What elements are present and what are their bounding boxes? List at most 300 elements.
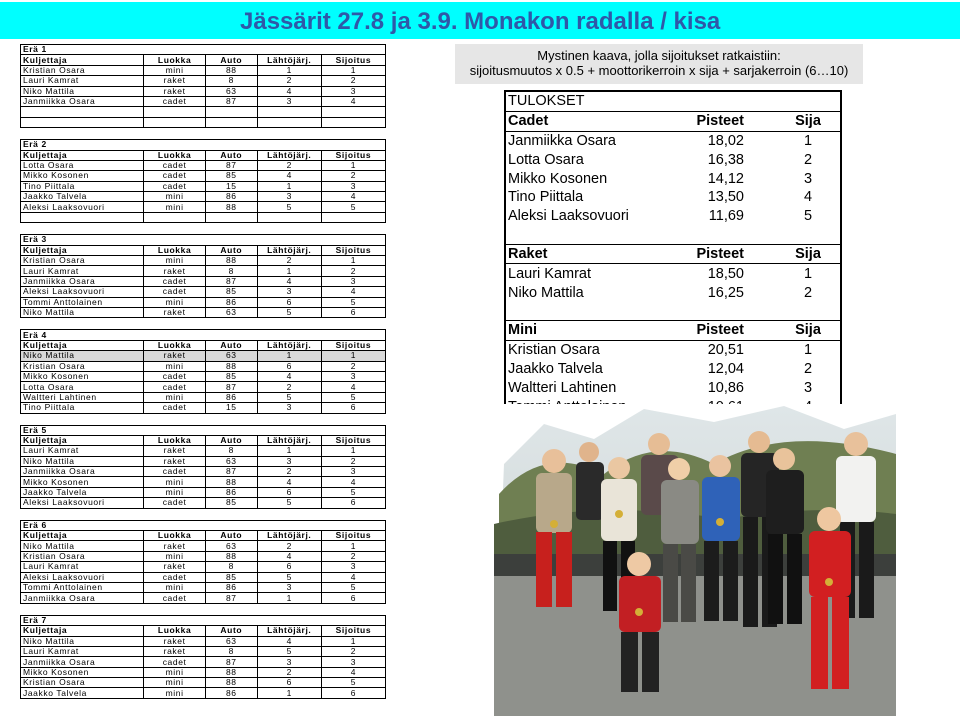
heat-cell: 2 — [257, 160, 321, 170]
results-spacer-cell — [776, 226, 840, 245]
heat-row — [21, 541, 386, 551]
heat-header-cell: Lähtöjärj. — [257, 435, 321, 445]
driver-points: 14,12 — [707, 170, 744, 187]
heat-empty-cell — [21, 117, 144, 127]
heat-cell: 63 — [205, 351, 257, 361]
heat-cell: mini — [144, 297, 206, 307]
heat-row — [21, 678, 386, 688]
heat-cell: Jaakko Talvela — [21, 487, 144, 497]
heat-cell: 3 — [257, 192, 321, 202]
heat-header-row — [21, 340, 386, 350]
heat-empty-cell — [21, 212, 144, 222]
heat-cell: Kristian Osara — [21, 256, 144, 266]
heat-cell: mini — [144, 361, 206, 371]
heat-title: Erä 4 — [21, 330, 386, 340]
results-category-row — [506, 111, 840, 131]
results-table — [504, 90, 842, 418]
heat-cell: 6 — [257, 487, 321, 497]
heat-cell: 88 — [205, 65, 257, 75]
heat-cell: 3 — [321, 181, 385, 191]
heat-cell: 87 — [205, 160, 257, 170]
heat-header-cell: Luokka — [144, 531, 206, 541]
heat-cell: 6 — [321, 688, 385, 698]
heat-cell: 3 — [257, 96, 321, 106]
heat-cell: 1 — [257, 266, 321, 276]
heat-row — [21, 467, 386, 477]
results-row — [506, 264, 840, 283]
heat-header-cell: Auto — [205, 55, 257, 65]
heat-title-row — [21, 425, 386, 435]
heat-table — [20, 44, 386, 128]
heat-row — [21, 160, 386, 170]
heat-cell: 5 — [257, 307, 321, 317]
heat-header-cell: Luokka — [144, 340, 206, 350]
heat-cell: Lauri Kamrat — [21, 76, 144, 86]
heat-cell: 63 — [205, 307, 257, 317]
heat-gap — [20, 509, 386, 520]
heat-cell: 1 — [321, 351, 385, 361]
heat-cell: 4 — [257, 551, 321, 561]
heat-cell: mini — [144, 477, 206, 487]
heat-cell: 63 — [205, 541, 257, 551]
heat-cell: 6 — [257, 297, 321, 307]
heat-row — [21, 76, 386, 86]
heat-header-cell: Kuljettaja — [21, 55, 144, 65]
heat-cell: raket — [144, 636, 206, 646]
heat-cell: cadet — [144, 171, 206, 181]
heat-cell: cadet — [144, 276, 206, 286]
heat-cell: 6 — [321, 593, 385, 603]
heat-gap — [20, 318, 386, 329]
heat-block — [20, 425, 386, 509]
heat-cell: Kristian Osara — [21, 361, 144, 371]
heat-header-row — [21, 626, 386, 636]
heat-cell: 4 — [257, 636, 321, 646]
heat-header-cell: Kuljettaja — [21, 435, 144, 445]
heat-header-cell: Sijoitus — [321, 55, 385, 65]
driver-name: Lotta Osara — [508, 151, 584, 168]
results-spacer-row — [506, 302, 840, 321]
heat-empty-cell — [21, 107, 144, 117]
heat-gap — [20, 604, 386, 615]
heat-header-row — [21, 150, 386, 160]
heat-cell: 15 — [205, 181, 257, 191]
heat-cell: mini — [144, 192, 206, 202]
heat-cell: 1 — [321, 256, 385, 266]
heat-title: Erä 1 — [21, 45, 386, 55]
heat-cell: 4 — [321, 96, 385, 106]
heat-cell: 87 — [205, 382, 257, 392]
category-name: Raket — [506, 244, 686, 264]
heat-row — [21, 96, 386, 106]
results-spacer-cell — [776, 302, 840, 321]
heat-cell: 6 — [321, 403, 385, 413]
heat-title: Erä 2 — [21, 140, 386, 150]
heat-cell: 8 — [205, 76, 257, 86]
heat-header-cell: Sijoitus — [321, 340, 385, 350]
heat-header-cell: Lähtöjärj. — [257, 340, 321, 350]
heat-cell: 85 — [205, 371, 257, 381]
driver-points: 11,69 — [708, 208, 744, 225]
heat-cell: 1 — [257, 688, 321, 698]
page-title: Jässärit 27.8 ja 3.9. Monakon radalla / kisa — [240, 8, 721, 35]
heat-cell: 5 — [257, 202, 321, 212]
heat-cell: mini — [144, 678, 206, 688]
driver-position: 3 — [803, 170, 813, 187]
heat-table — [20, 425, 386, 509]
heat-empty-cell — [321, 107, 385, 117]
heat-cell: mini — [144, 551, 206, 561]
heat-header-cell: Sijoitus — [321, 435, 385, 445]
driver-name: Niko Mattila — [508, 284, 584, 301]
heat-row — [21, 86, 386, 96]
heat-cell: 1 — [257, 446, 321, 456]
heat-empty-cell — [144, 107, 206, 117]
heat-cell: 3 — [257, 582, 321, 592]
heat-cell: 88 — [205, 477, 257, 487]
heat-cell: Mikko Kosonen — [21, 171, 144, 181]
results-row — [506, 188, 840, 207]
results-spacer-cell — [686, 302, 776, 321]
heat-cell: 3 — [257, 403, 321, 413]
heat-cell: 3 — [257, 287, 321, 297]
heat-cell: raket — [144, 541, 206, 551]
heat-empty-cell — [257, 212, 321, 222]
heat-block — [20, 615, 386, 699]
heat-row — [21, 192, 386, 202]
heat-cell: 63 — [205, 456, 257, 466]
heat-empty-row — [21, 212, 386, 222]
heat-cell: Janmiikka Osara — [21, 96, 144, 106]
heat-cell: 85 — [205, 498, 257, 508]
heat-cell: Niko Mattila — [21, 541, 144, 551]
heat-cell: cadet — [144, 593, 206, 603]
formula-note — [455, 44, 863, 84]
heat-header-cell: Lähtöjärj. — [257, 531, 321, 541]
heat-cell: 4 — [257, 477, 321, 487]
heat-cell: Aleksi Laaksovuori — [21, 287, 144, 297]
heat-cell: Tino Piittala — [21, 403, 144, 413]
heat-empty-row — [21, 107, 386, 117]
title-banner — [0, 2, 960, 39]
driver-points: 13,50 — [707, 189, 744, 206]
heat-cell: 1 — [321, 65, 385, 75]
heat-cell: 4 — [321, 287, 385, 297]
heat-header-cell: Luokka — [144, 626, 206, 636]
heat-header-cell: Lähtöjärj. — [257, 626, 321, 636]
heat-cell: mini — [144, 256, 206, 266]
heat-header-row — [21, 245, 386, 255]
heat-cell: 4 — [257, 371, 321, 381]
heat-title: Erä 6 — [21, 520, 386, 530]
heat-empty-cell — [321, 212, 385, 222]
driver-name: Lauri Kamrat — [508, 265, 592, 282]
heat-cell: raket — [144, 307, 206, 317]
heat-cell: 5 — [257, 392, 321, 402]
driver-points: 10,86 — [707, 379, 744, 396]
heat-cell: 87 — [205, 657, 257, 667]
heat-row — [21, 297, 386, 307]
heat-cell: 5 — [321, 582, 385, 592]
heat-header-cell: Sijoitus — [321, 626, 385, 636]
heat-cell: 2 — [257, 541, 321, 551]
heat-cell: 88 — [205, 256, 257, 266]
heat-cell: 4 — [321, 572, 385, 582]
heat-header-cell: Kuljettaja — [21, 531, 144, 541]
results-heading-row — [506, 92, 840, 111]
heat-cell: Mikko Kosonen — [21, 477, 144, 487]
heat-cell: 5 — [321, 678, 385, 688]
heat-cell: 3 — [321, 86, 385, 96]
heat-cell: Kristian Osara — [21, 551, 144, 561]
heat-cell: cadet — [144, 498, 206, 508]
heat-row — [21, 382, 386, 392]
driver-name: Mikko Kosonen — [508, 170, 608, 187]
heat-cell: Lauri Kamrat — [21, 646, 144, 656]
results-spacer-cell — [686, 226, 776, 245]
heat-cell: 15 — [205, 403, 257, 413]
heat-header-cell: Sijoitus — [321, 531, 385, 541]
heat-row — [21, 371, 386, 381]
results-row — [506, 131, 840, 150]
heat-cell: Aleksi Laaksovuori — [21, 498, 144, 508]
heat-empty-cell — [205, 107, 257, 117]
heat-cell: Mikko Kosonen — [21, 667, 144, 677]
heat-block — [20, 520, 386, 604]
heat-cell: Kristian Osara — [21, 678, 144, 688]
heat-cell: 85 — [205, 572, 257, 582]
heat-cell: 3 — [257, 456, 321, 466]
heat-table — [20, 615, 386, 699]
heat-cell: 6 — [321, 307, 385, 317]
heat-cell: 1 — [257, 65, 321, 75]
driver-name: Tino Piittala — [508, 189, 584, 206]
results-row — [506, 378, 840, 397]
heat-cell: Waltteri Lahtinen — [21, 392, 144, 402]
heat-cell: raket — [144, 86, 206, 96]
heat-cell: cadet — [144, 403, 206, 413]
heat-cell: mini — [144, 667, 206, 677]
heat-empty-cell — [257, 117, 321, 127]
heat-row — [21, 582, 386, 592]
heat-row — [21, 403, 386, 413]
heat-row — [21, 287, 386, 297]
heat-header-cell: Kuljettaja — [21, 150, 144, 160]
heat-cell: cadet — [144, 467, 206, 477]
heat-cell: 8 — [205, 446, 257, 456]
driver-position: 2 — [803, 284, 813, 301]
driver-position: 1 — [803, 342, 813, 359]
heat-cell: raket — [144, 266, 206, 276]
heat-cell: 3 — [321, 657, 385, 667]
driver-position: 3 — [803, 379, 813, 396]
heat-cell: 1 — [257, 181, 321, 191]
heat-cell: mini — [144, 582, 206, 592]
heat-header-cell: Lähtöjärj. — [257, 55, 321, 65]
heat-cell: Lauri Kamrat — [21, 446, 144, 456]
position-header: Sija — [776, 320, 840, 340]
heat-cell: mini — [144, 202, 206, 212]
heat-cell: 8 — [205, 646, 257, 656]
heat-cell: 8 — [205, 562, 257, 572]
heat-cell: cadet — [144, 160, 206, 170]
heat-cell: raket — [144, 76, 206, 86]
heat-cell: 88 — [205, 551, 257, 561]
heat-title-row — [21, 520, 386, 530]
heat-cell: 2 — [321, 76, 385, 86]
heat-row — [21, 498, 386, 508]
heat-row — [21, 392, 386, 402]
heat-gap — [20, 223, 386, 234]
heat-title-row — [21, 330, 386, 340]
heat-table — [20, 520, 386, 604]
heat-block — [20, 44, 386, 128]
heat-header-cell: Sijoitus — [321, 150, 385, 160]
heat-cell: 6 — [257, 678, 321, 688]
heat-cell: Tommi Anttolainen — [21, 582, 144, 592]
heat-cell: 88 — [205, 202, 257, 212]
heat-header-cell: Kuljettaja — [21, 626, 144, 636]
driver-name: Janmiikka Osara — [508, 132, 616, 149]
team-photo — [484, 404, 896, 716]
position-header: Sija — [776, 244, 840, 264]
heats-panel — [20, 44, 386, 699]
heat-cell: 1 — [321, 541, 385, 551]
heat-cell: raket — [144, 446, 206, 456]
heat-cell: 86 — [205, 688, 257, 698]
driver-name: Kristian Osara — [508, 342, 600, 359]
heat-cell: 4 — [257, 276, 321, 286]
heat-cell: 63 — [205, 636, 257, 646]
driver-points: 12,04 — [707, 360, 744, 377]
heat-cell: cadet — [144, 287, 206, 297]
heat-cell: mini — [144, 487, 206, 497]
heat-cell: 1 — [257, 351, 321, 361]
heat-cell: 2 — [257, 76, 321, 86]
results-spacer-cell — [506, 226, 686, 245]
driver-points: 18,50 — [707, 265, 744, 282]
heat-row — [21, 477, 386, 487]
heat-cell: 86 — [205, 192, 257, 202]
heat-row — [21, 572, 386, 582]
results-category-row — [506, 320, 840, 340]
heat-cell: 5 — [257, 572, 321, 582]
heat-header-cell: Auto — [205, 245, 257, 255]
heat-cell: mini — [144, 392, 206, 402]
heat-cell: Mikko Kosonen — [21, 371, 144, 381]
results-row — [506, 150, 840, 169]
driver-position: 1 — [803, 132, 813, 149]
heat-header-cell: Auto — [205, 531, 257, 541]
heat-cell: Lotta Osara — [21, 382, 144, 392]
heat-row — [21, 256, 386, 266]
heat-block — [20, 234, 386, 318]
heat-cell: 88 — [205, 361, 257, 371]
driver-position: 2 — [803, 360, 813, 377]
driver-name: Aleksi Laaksovuori — [508, 208, 629, 225]
heat-cell: 86 — [205, 582, 257, 592]
heat-cell: Kristian Osara — [21, 65, 144, 75]
heat-cell: Janmiikka Osara — [21, 593, 144, 603]
heat-cell: 87 — [205, 96, 257, 106]
heat-cell: 1 — [257, 593, 321, 603]
results-row — [506, 207, 840, 226]
position-header: Sija — [776, 111, 840, 131]
heat-header-cell: Luokka — [144, 55, 206, 65]
category-name: Mini — [506, 320, 686, 340]
heat-header-cell: Lähtöjärj. — [257, 245, 321, 255]
heat-cell: 2 — [321, 171, 385, 181]
driver-points: 16,25 — [707, 284, 744, 301]
heat-row — [21, 487, 386, 497]
heat-block — [20, 329, 386, 413]
driver-points: 18,02 — [707, 132, 744, 149]
heat-cell: Lauri Kamrat — [21, 562, 144, 572]
heat-cell: 3 — [321, 467, 385, 477]
heat-row — [21, 171, 386, 181]
heat-cell: 1 — [321, 160, 385, 170]
heat-table — [20, 139, 386, 223]
heat-cell: 2 — [257, 667, 321, 677]
heat-empty-cell — [257, 107, 321, 117]
heat-row — [21, 551, 386, 561]
heat-cell: 5 — [321, 392, 385, 402]
driver-position: 1 — [803, 265, 813, 282]
heat-row — [21, 646, 386, 656]
results-row — [506, 283, 840, 302]
heat-row — [21, 636, 386, 646]
heat-row — [21, 446, 386, 456]
heat-row — [21, 657, 386, 667]
heat-row — [21, 593, 386, 603]
points-header: Pisteet — [686, 111, 776, 131]
heat-cell: raket — [144, 646, 206, 656]
heat-cell: 4 — [321, 382, 385, 392]
heat-cell: 6 — [257, 562, 321, 572]
heat-title: Erä 5 — [21, 425, 386, 435]
heat-cell: Niko Mattila — [21, 307, 144, 317]
heat-cell: mini — [144, 65, 206, 75]
heat-header-cell: Lähtöjärj. — [257, 150, 321, 160]
heat-cell: Niko Mattila — [21, 86, 144, 96]
heat-cell: 86 — [205, 487, 257, 497]
heat-cell: 2 — [257, 382, 321, 392]
heat-row — [21, 667, 386, 677]
heat-cell: Jaakko Talvela — [21, 688, 144, 698]
heat-cell: raket — [144, 456, 206, 466]
heat-cell: 5 — [321, 487, 385, 497]
heat-cell: 8 — [205, 266, 257, 276]
heat-cell: raket — [144, 351, 206, 361]
heat-empty-row — [21, 117, 386, 127]
heat-cell: 4 — [321, 667, 385, 677]
heat-header-cell: Luokka — [144, 435, 206, 445]
heat-cell: cadet — [144, 572, 206, 582]
heat-header-cell: Luokka — [144, 245, 206, 255]
heat-header-cell: Luokka — [144, 150, 206, 160]
heat-cell: 3 — [321, 276, 385, 286]
heat-cell: 5 — [321, 202, 385, 212]
heat-cell: mini — [144, 688, 206, 698]
driver-name: Jaakko Talvela — [508, 360, 603, 377]
heat-cell: cadet — [144, 181, 206, 191]
heat-cell: Janmiikka Osara — [21, 657, 144, 667]
heat-row — [21, 65, 386, 75]
heat-empty-cell — [144, 117, 206, 127]
heat-header-cell: Kuljettaja — [21, 245, 144, 255]
heat-header-cell: Auto — [205, 435, 257, 445]
heat-header-row — [21, 435, 386, 445]
